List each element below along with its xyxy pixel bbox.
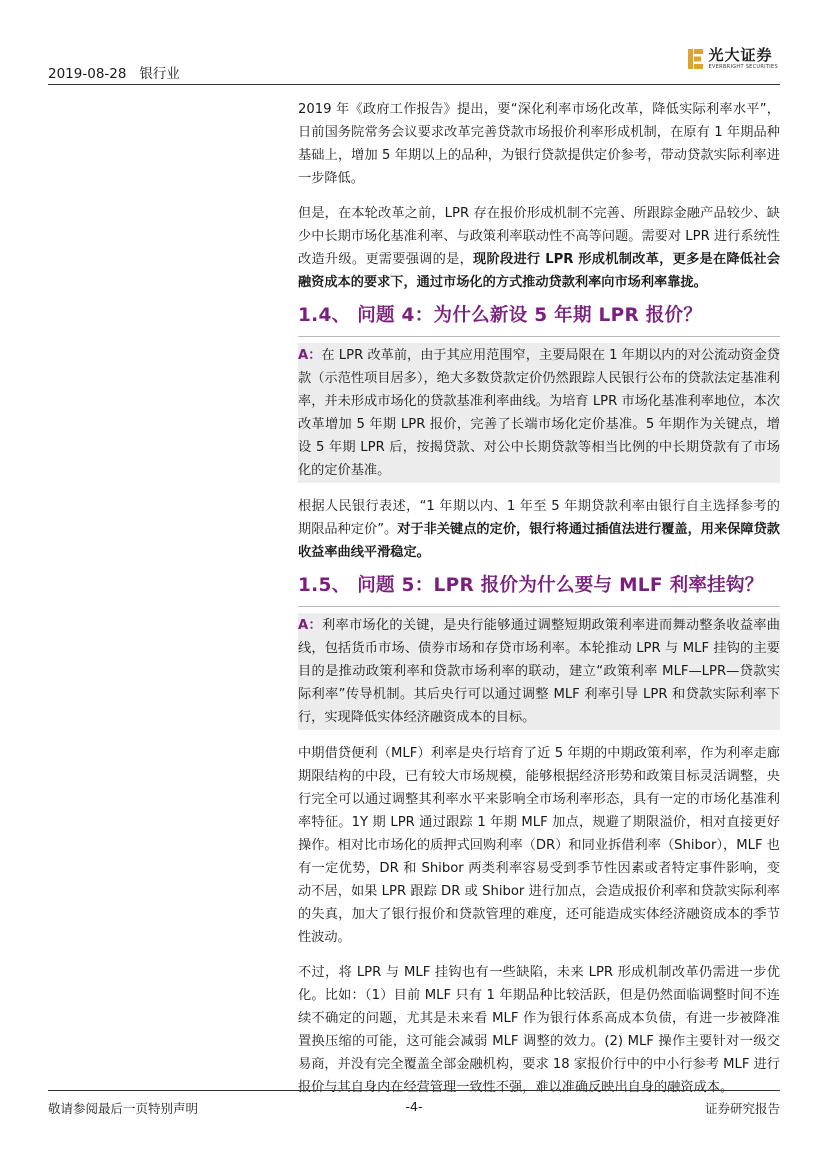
report-type: 证券研究报告 xyxy=(704,1101,780,1116)
report-date-industry xyxy=(48,62,180,82)
header-rule xyxy=(48,84,780,85)
answer-2-text: 利率市场化的关键，是央行能够通过调整短期政策利率进而舞动整条收益率曲线，包括货币市场、债券市场和存贷市场利率。本轮推动 LPR 与 MLF 挂钩的主要目的是推动政策利率和贷款市场利率的联动，建立“政策利率 MLF—LPR—贷款实际利率”传导机制。其后央行可以通过调整 MLF 利率引导 LPR 和贷款实际利率下行，实现降低实体经济融资成本的目标。 xyxy=(298,618,780,725)
answer-2 xyxy=(298,614,780,729)
answer-2-label: A： xyxy=(298,618,322,633)
paragraph-3-text: 根据人民银行表述，“1 年期以内、1 年至 5 年期贷款利率由银行自主选择参考的期限品种定价”。 xyxy=(298,499,780,537)
paragraph-5: 不过，将 LPR 与 MLF 挂钩也有一些缺陷，未来 LPR 形成机制改革仍需进一步优化。比如：（1）目前 MLF 只有 1 年期品种比较活跃，但是仍然面临调整时间不连续不确定的问题，尤其是未来看 MLF 作为银行体系高成本负债，有进一步被降准置换压缩的可能，这可能会减弱 MLF 调整的效力。(2) MLF 操作主要针对一级交易商，并没有完全覆盖全部金融机构，要求 18 家报价行中的中小行参考 MLF 进行报价与其自身内在经营管理一致性不强，难以准确反映出自身的融资成本。 xyxy=(298,965,780,1095)
report-date: 2019-08-28 xyxy=(48,66,127,82)
paragraph-4: 中期借贷便利（MLF）利率是央行培育了近 5 年期的中期政策利率，作为利率走廊期限结构的中段，已有较大市场规模，能够根据经济形势和政策目标灵活调整，央行完全可以通过调整其利率水平来影响全市场利率形态，具有一定的市场化基准利率特征。1Y 期 LPR 通过跟踪 1 年期 MLF 加点，规避了期限溢价，相对直接更好操作。相对比市场化的质押式回购利率（DR）和同业拆借利率（Shibor），MLF 也有一定优势，DR 和 Shibor 两类利率容易受到季节性因素或者特定事件影响，变动不居，如果 LPR 跟踪 DR 或 Shibor 进行加点，会造成报价利率和贷款实际利率的失真，加大了银行报价和贷款管理的难度，还可能造成实体经济融资成本的季节性波动。 xyxy=(298,746,780,945)
answer-1 xyxy=(298,344,780,482)
section-heading-1-4: 1.4、 问题 4：为什么新设 5 年期 LPR 报价？ xyxy=(298,296,780,337)
paragraph-3-bold: 对于非关键点的定价，银行将通过插值法进行覆盖，用来保障贷款收益率曲线平滑稳定。 xyxy=(298,522,780,560)
page-header xyxy=(48,46,778,86)
answer-box-1 xyxy=(298,343,780,483)
disclaimer-note: 敬请参阅最后一页特别声明 xyxy=(48,1101,199,1116)
page-footer xyxy=(48,1090,780,1116)
paragraph-2-text: 但是，在本轮改革之前，LPR 存在报价形成机制不完善、所跟踪金融产品较少、缺少中长期市场化基准利率、与政策利率联动性不高等问题。需要对 LPR 进行系统性改造升级。更需要强调的是， xyxy=(298,206,780,267)
everbright-logo-icon xyxy=(687,48,705,70)
paragraph-2-bold: 现阶段进行 LPR 形成机制改革，更多是在降低社会融资成本的要求下，通过市场化的方式推动贷款利率向市场利率靠拢。 xyxy=(298,252,781,290)
paragraph-3 xyxy=(298,495,780,564)
logo-en-text: EVERBRIGHT SECURITIES xyxy=(708,64,778,70)
paragraph-2 xyxy=(298,202,780,294)
everbright-logo xyxy=(687,48,778,70)
page-number: -4- xyxy=(405,1099,423,1114)
answer-box-2 xyxy=(298,613,780,730)
answer-1-text: 在 LPR 改革前，由于其应用范围窄，主要局限在 1 年期以内的对公流动资金贷款（示范性项目居多），绝大多数贷款定价仍然跟踪人民银行公布的贷款法定基准利率，并未形成市场化的贷款基准利率曲线。为培育 LPR 市场化基准利率地位，本次改革增加 5 年期 LPR 报价，完善了长端市场化定价基准。5 年期作为关键点，增设 5 年期 LPR 后，按揭贷款、对公中长期贷款等相当比例的中长期贷款有了市场化的定价基准。 xyxy=(298,348,780,478)
answer-1-label: A： xyxy=(298,348,322,363)
logo-cn-text: 光大证券 xyxy=(708,46,773,64)
paragraph-1: 2019 年《政府工作报告》提出，要“深化利率市场化改革，降低实际利率水平”，日前国务院常务会议要求改革完善贷款市场报价利率形成机制，在原有 1 年期品种基础上，增加 5 年期以上的品种，为银行贷款提供定价参考，带动贷款实际利率进一步降低。 xyxy=(298,102,780,186)
main-content xyxy=(298,98,780,1099)
section-heading-1-5: 1.5、 问题 5：LPR 报价为什么要与 MLF 利率挂钩？ xyxy=(298,566,780,607)
industry-label: 银行业 xyxy=(139,66,180,82)
